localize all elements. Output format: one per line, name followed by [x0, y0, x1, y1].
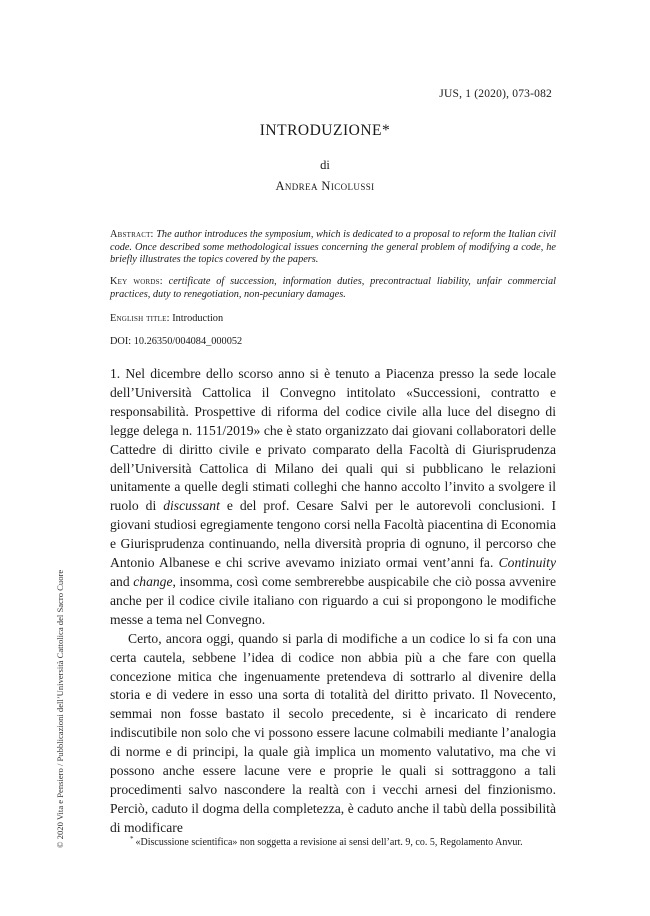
author-preposition: di: [320, 158, 330, 172]
footnote-text: «Discussione scientifica» non soggetta a revisione ai sensi dell’art. 9, co. 5, Regolamento Anvur.: [135, 837, 523, 848]
author-name: Andrea Nicolussi: [275, 179, 375, 193]
p1-text-c: and: [110, 573, 134, 589]
p1-emphasis-continuity: Continuity: [498, 555, 556, 571]
journal-reference: JUS, 1 (2020), 073-082: [439, 88, 552, 100]
p1-text-b: e del prof. Cesare Salvi per le autorevoli conclusioni. I giovani studiosi egregiamente tengono corsi nella Facoltà piacentina di Economia e Giurisprudenza continuando, nella diversità propria di ognuno, il percorso che Antonio Albanese e chi scrive avevamo iniziato ormai vent’anni fa.: [110, 498, 556, 571]
keywords-label: Key words:: [110, 276, 163, 287]
abstract: [110, 229, 556, 267]
p1-emphasis-discussant: discussant: [163, 498, 220, 514]
p1-text-d: , insomma, così come sembrerebbe auspicabile che ciò possa avvenire anche per il codice civile italiano con riguardo a cui si propongono le modifiche messe a tema nel Convegno.: [110, 573, 556, 627]
article-title: INTRODUZIONE*: [259, 122, 391, 139]
paragraph-1: [110, 365, 556, 630]
p1-text-a: 1. Nel dicembre dello scorso anno si è tenuto a Piacenza presso la sede locale dell’Università Cattolica il Convegno intitolato «Successioni, contratto e responsabilità. Prospettive di riforma del codice civile alla luce del disegno di legge delega n. 1151/2019» che è stato organizzato dai giovani collaboratori delle Cattedre di diritto civile e privato comparato della Facoltà di Giurisprudenza dell’Università Cattolica di Milano dei quali qui si pubblicano le relazioni unitamente a quelle degli stimati colleghi che hanno accolto l’invito a svolgere il ruolo di: [110, 366, 556, 514]
english-title-text: Introduction: [172, 313, 224, 324]
doi: DOI: 10.26350/004084_000052: [110, 336, 243, 347]
copyright-side-note: © 2020 Vita e Pensiero / Pubblicazioni dell’Università Cattolica del Sacro Cuore: [55, 569, 65, 848]
english-title-label: English title:: [110, 313, 170, 324]
footnote-mark: *: [130, 835, 134, 843]
abstract-text: The author introduces the symposium, which is dedicated to a proposal to reform the Italian civil code. Once described some methodological issues concerning the general problem of modifying a code, he briefly illustrates the topics covered by the papers.: [110, 229, 557, 266]
english-title: [110, 313, 556, 326]
keywords-text: certificate of succession, information duties, precontractual liability, unfair commercial practices, duty to renegotiation, non-pecuniary damages.: [110, 276, 557, 300]
paragraph-2: Certo, ancora oggi, quando si parla di modifiche a un codice lo si fa con una certa cautela, sebbene l’idea di codice non abbia più a che fare con quella concezione mitica che ingenuamente pretendeva di sottrarlo al divenire della storia e di vedere in esso una sorta di totalità del diritto privato. Il Novecento, semmai non fosse bastato il secolo precedente, si è incaricato di rendere indiscutibile non solo che vi possono essere lacune colmabili mediante l’analogia di norme e di principi, la quale già implica un momento valutativo, ma che vi possono anche essere lacune vere e proprie le quali si sottraggono a tali procedimenti salvo nascondere la realtà con i vecchi arnesi del finzionismo. Perciò, caduto il dogma della completezza, è caduto anche il tabù della possibilità di modificare: [110, 630, 556, 835]
p1-emphasis-change: change: [133, 573, 173, 589]
footnote: [130, 833, 556, 849]
keywords: [110, 276, 556, 301]
body-text: [110, 365, 556, 838]
abstract-label: Abstract:: [110, 229, 154, 240]
